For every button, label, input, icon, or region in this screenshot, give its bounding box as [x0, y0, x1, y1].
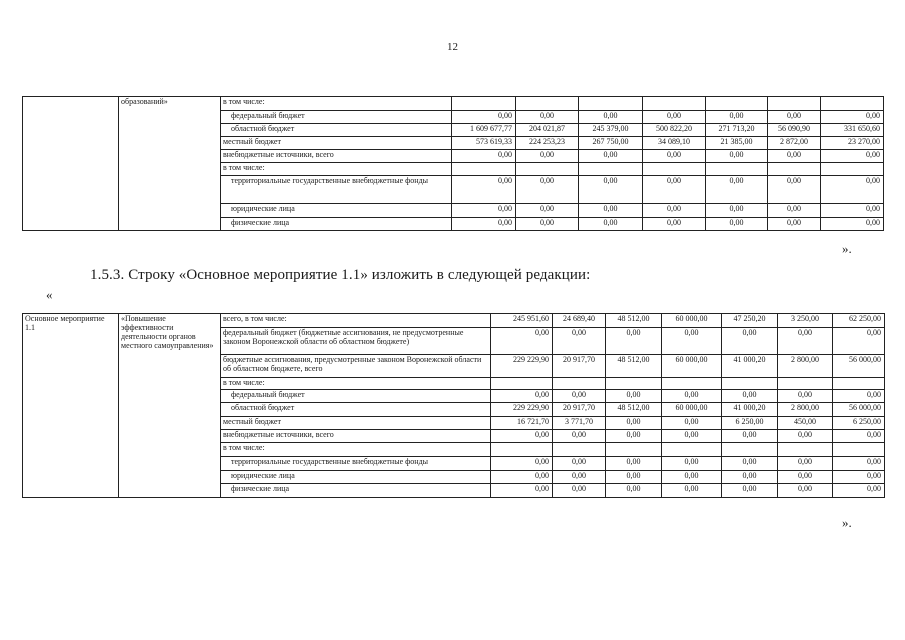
amount-cell: 0,00 [579, 218, 643, 231]
amount-cell: 0,00 [722, 328, 778, 355]
amount-cell: 0,00 [768, 218, 821, 231]
amount-cell: 0,00 [833, 457, 885, 471]
amount-cell [516, 163, 579, 176]
amount-cell: 56 090,90 [768, 124, 821, 137]
amount-cell: 0,00 [722, 390, 778, 403]
amount-cell: 0,00 [778, 328, 833, 355]
amount-cell: 47 250,20 [722, 314, 778, 328]
amount-cell: 0,00 [606, 390, 662, 403]
funding-source-label: местный бюджет [221, 137, 452, 150]
amount-cell [452, 163, 516, 176]
amount-cell [579, 163, 643, 176]
amount-cell: 0,00 [516, 204, 579, 218]
amount-cell: 23 270,00 [821, 137, 884, 150]
amount-cell: 60 000,00 [662, 314, 722, 328]
amount-cell: 245 379,00 [579, 124, 643, 137]
amount-cell: 0,00 [722, 471, 778, 484]
amount-cell: 48 512,00 [606, 403, 662, 417]
funding-source-label: областной бюджет [221, 403, 491, 417]
amount-cell: 62 250,00 [833, 314, 885, 328]
amount-cell: 0,00 [643, 204, 706, 218]
amount-cell [662, 443, 722, 457]
amount-cell [606, 378, 662, 390]
funding-source-label: внебюджетные источники, всего [221, 430, 491, 443]
amount-cell: 0,00 [768, 176, 821, 204]
event-name-cell: образований» [119, 97, 221, 231]
amount-cell: 0,00 [706, 176, 768, 204]
amount-cell: 0,00 [643, 218, 706, 231]
funding-table-main-event [22, 313, 885, 498]
amount-cell: 0,00 [821, 218, 884, 231]
amount-cell [643, 97, 706, 111]
amount-cell: 0,00 [452, 150, 516, 163]
funding-table-continued [22, 96, 884, 231]
amount-cell: 41 000,20 [722, 355, 778, 378]
amount-cell: 21 385,00 [706, 137, 768, 150]
amount-cell: 0,00 [643, 176, 706, 204]
amount-cell: 0,00 [491, 430, 553, 443]
amount-cell: 0,00 [452, 111, 516, 124]
amount-cell: 0,00 [579, 176, 643, 204]
funding-source-label: физические лица [221, 218, 452, 231]
amount-cell: 0,00 [516, 176, 579, 204]
amount-cell: 0,00 [553, 484, 606, 498]
amount-cell [516, 97, 579, 111]
amount-cell: 16 721,70 [491, 417, 553, 430]
amount-cell [821, 97, 884, 111]
amount-cell: 0,00 [491, 328, 553, 355]
amount-cell: 0,00 [553, 471, 606, 484]
funding-source-label: федеральный бюджет (бюджетные ассигнования, не предусмотренные законом Воронежской области об областном бюджете) [221, 328, 491, 355]
amount-cell: 0,00 [491, 390, 553, 403]
amount-cell: 1 609 677,77 [452, 124, 516, 137]
amount-cell: 0,00 [768, 204, 821, 218]
amount-cell [768, 97, 821, 111]
amount-cell: 0,00 [452, 204, 516, 218]
amount-cell: 229 229,90 [491, 403, 553, 417]
amount-cell [606, 443, 662, 457]
funding-source-label: в том числе: [221, 97, 452, 111]
amount-cell: 0,00 [553, 457, 606, 471]
funding-source-label: местный бюджет [221, 417, 491, 430]
amount-cell: 0,00 [833, 430, 885, 443]
amount-cell: 0,00 [516, 111, 579, 124]
amount-cell: 41 000,20 [722, 403, 778, 417]
amount-cell: 0,00 [662, 471, 722, 484]
amount-cell [643, 163, 706, 176]
amount-cell: 0,00 [706, 204, 768, 218]
amount-cell: 6 250,00 [722, 417, 778, 430]
amount-cell: 229 229,90 [491, 355, 553, 378]
amount-cell [722, 443, 778, 457]
amount-cell: 0,00 [643, 150, 706, 163]
amount-cell: 0,00 [606, 417, 662, 430]
amount-cell: 0,00 [722, 430, 778, 443]
funding-source-label: юридические лица [221, 471, 491, 484]
opening-quote: « [46, 287, 53, 302]
amount-cell: 0,00 [579, 150, 643, 163]
amount-cell: 60 000,00 [662, 355, 722, 378]
amount-cell: 0,00 [821, 150, 884, 163]
amount-cell [491, 443, 553, 457]
funding-source-label: бюджетные ассигнования, предусмотренные законом Воронежской области об областном бюджете, всего [221, 355, 491, 378]
amount-cell: 3 250,00 [778, 314, 833, 328]
amount-cell: 0,00 [833, 471, 885, 484]
amount-cell [553, 378, 606, 390]
event-type-cell: Основное мероприятие 1.1 [23, 314, 119, 498]
amount-cell: 0,00 [579, 204, 643, 218]
amount-cell: 0,00 [833, 328, 885, 355]
table-row [23, 97, 884, 111]
amount-cell: 0,00 [606, 471, 662, 484]
funding-source-label: физические лица [221, 484, 491, 498]
amount-cell: 500 822,20 [643, 124, 706, 137]
amount-cell: 6 250,00 [833, 417, 885, 430]
amount-cell: 0,00 [579, 111, 643, 124]
amount-cell: 0,00 [778, 471, 833, 484]
amount-cell: 0,00 [491, 457, 553, 471]
amount-cell: 0,00 [778, 390, 833, 403]
amount-cell: 0,00 [662, 457, 722, 471]
page-number: 12 [447, 41, 458, 53]
amount-cell: 0,00 [706, 218, 768, 231]
funding-source-label: в том числе: [221, 443, 491, 457]
amount-cell [722, 378, 778, 390]
amount-cell: 450,00 [778, 417, 833, 430]
amount-cell: 20 917,70 [553, 355, 606, 378]
amount-cell: 2 872,00 [768, 137, 821, 150]
amount-cell: 0,00 [778, 430, 833, 443]
closing-quote: ». [842, 515, 852, 530]
amount-cell: 331 650,60 [821, 124, 884, 137]
event-name-cell: «Повышение эффективности деятельности органов местного самоуправления» [119, 314, 221, 498]
amount-cell: 0,00 [553, 430, 606, 443]
amount-cell: 0,00 [722, 484, 778, 498]
amount-cell: 573 619,33 [452, 137, 516, 150]
amount-cell: 0,00 [606, 484, 662, 498]
amount-cell: 24 689,40 [553, 314, 606, 328]
amount-cell: 60 000,00 [662, 403, 722, 417]
amount-cell [706, 97, 768, 111]
amount-cell: 271 713,20 [706, 124, 768, 137]
amount-cell: 0,00 [821, 204, 884, 218]
amount-cell: 0,00 [606, 328, 662, 355]
amount-cell: 0,00 [706, 150, 768, 163]
amount-cell: 0,00 [706, 111, 768, 124]
amount-cell: 0,00 [606, 457, 662, 471]
amount-cell: 0,00 [516, 150, 579, 163]
amount-cell: 0,00 [643, 111, 706, 124]
amount-cell: 0,00 [662, 328, 722, 355]
amount-cell: 0,00 [821, 111, 884, 124]
amount-cell [553, 443, 606, 457]
amount-cell: 0,00 [452, 176, 516, 204]
amount-cell: 0,00 [778, 484, 833, 498]
funding-source-label: юридические лица [221, 204, 452, 218]
amount-cell: 0,00 [768, 150, 821, 163]
amount-cell [778, 378, 833, 390]
amount-cell: 0,00 [553, 328, 606, 355]
funding-source-label: федеральный бюджет [221, 390, 491, 403]
amount-cell: 204 021,87 [516, 124, 579, 137]
amount-cell: 0,00 [833, 390, 885, 403]
amount-cell: 0,00 [516, 218, 579, 231]
section-heading: 1.5.3. Строку «Основное мероприятие 1.1» изложить в следующей редакции: [90, 267, 591, 283]
amount-cell [778, 443, 833, 457]
table-row [23, 314, 885, 328]
funding-source-label: территориальные государственные внебюджетные фонды [221, 457, 491, 471]
amount-cell: 0,00 [821, 176, 884, 204]
closing-quote: ». [842, 241, 852, 256]
amount-cell: 2 800,00 [778, 403, 833, 417]
amount-cell: 48 512,00 [606, 355, 662, 378]
funding-source-label: федеральный бюджет [221, 111, 452, 124]
event-type-cell [23, 97, 119, 231]
amount-cell: 0,00 [662, 430, 722, 443]
amount-cell: 0,00 [553, 390, 606, 403]
funding-source-label: в том числе: [221, 378, 491, 390]
amount-cell: 224 253,23 [516, 137, 579, 150]
amount-cell: 245 951,60 [491, 314, 553, 328]
amount-cell [662, 378, 722, 390]
amount-cell: 20 917,70 [553, 403, 606, 417]
amount-cell [833, 443, 885, 457]
amount-cell: 267 750,00 [579, 137, 643, 150]
amount-cell: 0,00 [662, 417, 722, 430]
amount-cell [821, 163, 884, 176]
amount-cell: 34 089,10 [643, 137, 706, 150]
funding-source-label: всего, в том числе: [221, 314, 491, 328]
amount-cell: 0,00 [833, 484, 885, 498]
amount-cell: 0,00 [662, 484, 722, 498]
amount-cell [491, 378, 553, 390]
amount-cell: 0,00 [452, 218, 516, 231]
amount-cell: 56 000,00 [833, 355, 885, 378]
amount-cell: 0,00 [606, 430, 662, 443]
amount-cell: 0,00 [491, 471, 553, 484]
amount-cell: 0,00 [491, 484, 553, 498]
amount-cell [579, 97, 643, 111]
funding-source-label: в том числе: [221, 163, 452, 176]
amount-cell: 0,00 [722, 457, 778, 471]
amount-cell: 3 771,70 [553, 417, 606, 430]
amount-cell: 2 800,00 [778, 355, 833, 378]
amount-cell: 0,00 [768, 111, 821, 124]
amount-cell: 0,00 [778, 457, 833, 471]
funding-source-label: территориальные государственные внебюджетные фонды [221, 176, 452, 204]
funding-source-label: областной бюджет [221, 124, 452, 137]
funding-source-label: внебюджетные источники, всего [221, 150, 452, 163]
amount-cell: 0,00 [662, 390, 722, 403]
amount-cell: 56 000,00 [833, 403, 885, 417]
amount-cell [768, 163, 821, 176]
amount-cell [706, 163, 768, 176]
amount-cell [833, 378, 885, 390]
amount-cell: 48 512,00 [606, 314, 662, 328]
amount-cell [452, 97, 516, 111]
